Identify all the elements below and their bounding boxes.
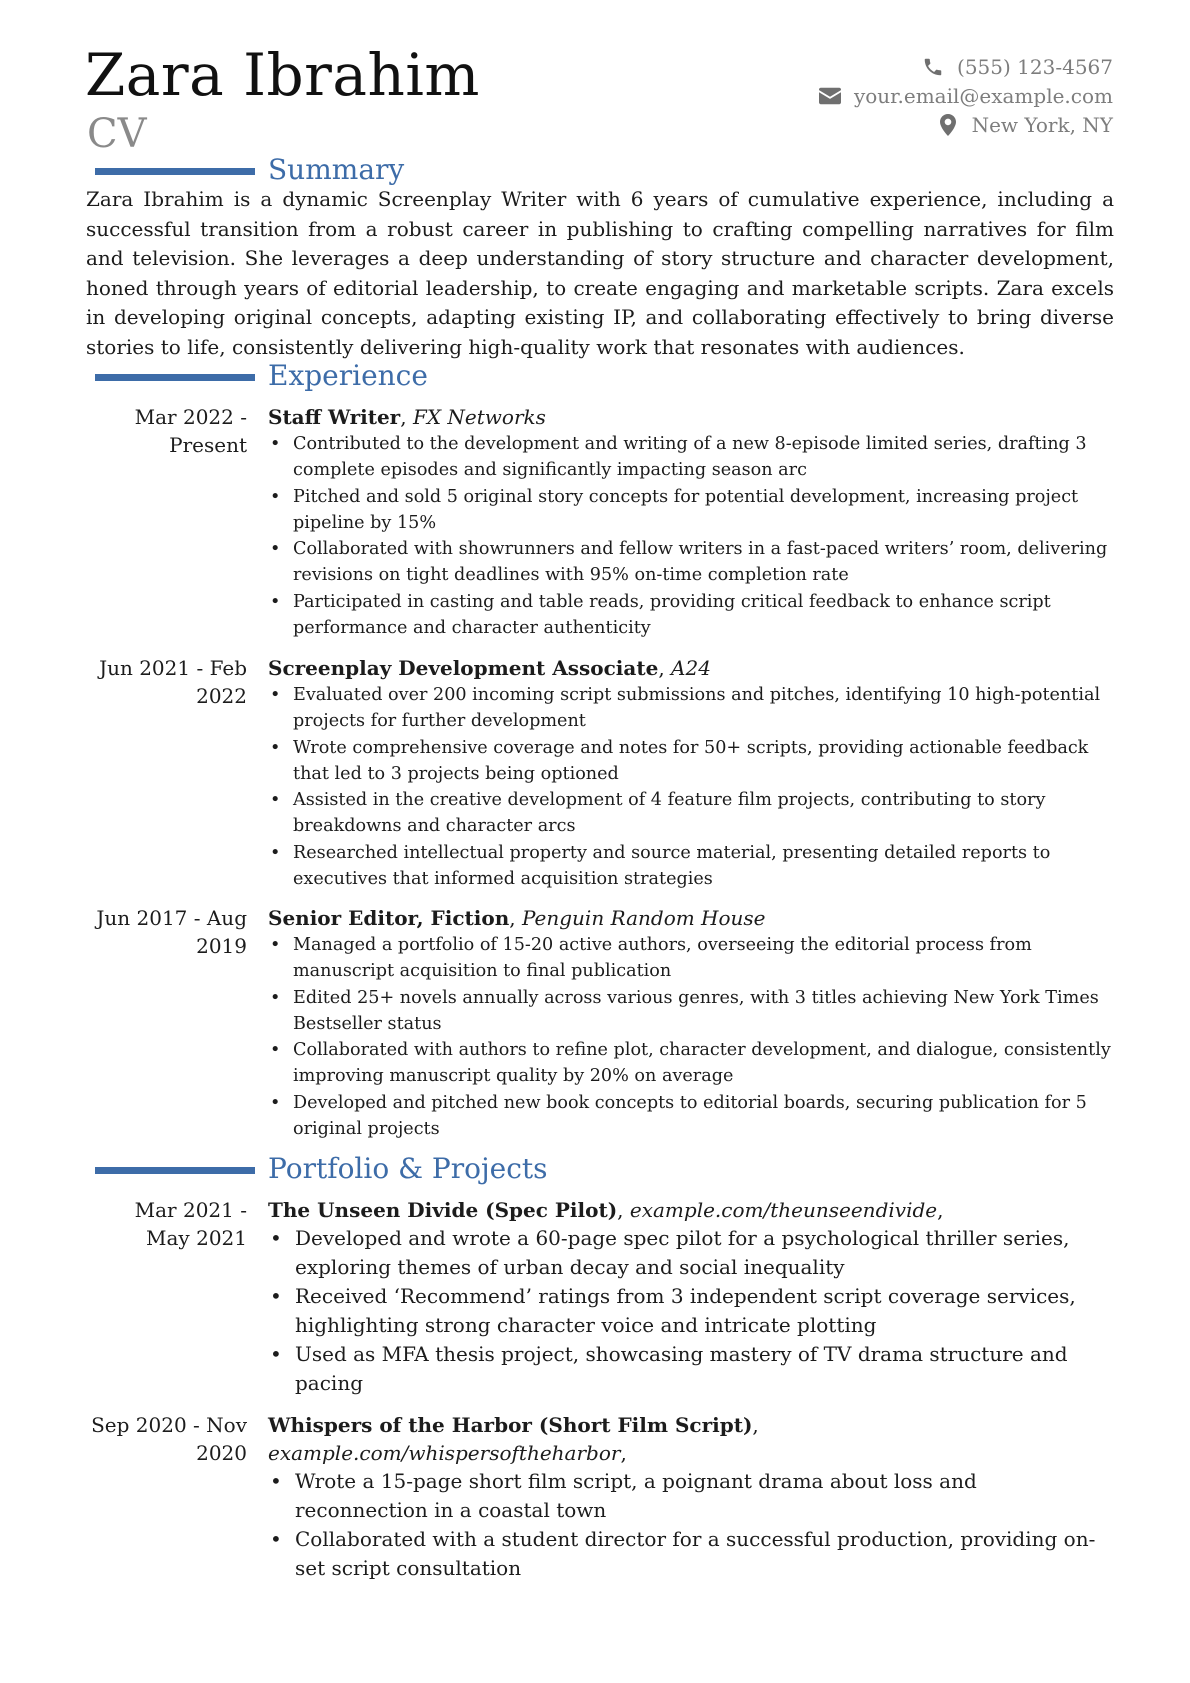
list-item: • Managed a portfolio of 15-20 active authors, overseeing the editorial process from manuscript acquisition to final publication — [268, 932, 1115, 985]
summary-text: Zara Ibrahim is a dynamic Screenplay Writer with 6 years of cumulative experience, including a successful transition from a robust career in publishing to crafting compelling narratives for film and television. She leverages a deep understanding of story structure and character development, honed through years of editorial leadership, to create engaging and marketable scripts. Zara excels in developing original concepts, adapting existing IP, and collaborating effectively to bring diverse stories to life, consistently delivering high-quality work that resonates with audiences. — [86, 187, 1114, 359]
list-item: • Pitched and sold 5 original story concepts for potential development, increasing project pipeline by 15% — [268, 484, 1115, 537]
contact-email — [713, 81, 1113, 110]
list-item: • Evaluated over 200 incoming script submissions and pitches, identifying 10 high-potential projects for further development — [268, 682, 1115, 735]
date-start: Sep 2020 - Nov — [91, 1413, 247, 1437]
list-item: • Wrote comprehensive coverage and notes for 50+ scripts, providing actionable feedback that led to 3 projects being optioned — [268, 735, 1115, 788]
envelope-icon — [818, 84, 842, 108]
summary-rule — [95, 168, 255, 175]
summary-heading: Summary — [268, 153, 405, 186]
entry-date — [80, 904, 247, 960]
date-end: Present — [169, 433, 247, 457]
list-item: • Assisted in the creative development of 4 feature film projects, contributing to story breakdowns and character arcs — [268, 787, 1115, 840]
experience-rule — [95, 374, 255, 381]
phone-number[interactable]: (555) 123-4567 — [957, 54, 1113, 79]
job-title: Senior Editor, Fiction — [268, 906, 510, 930]
achievement-list — [268, 1467, 1115, 1583]
entry-date — [80, 403, 247, 459]
list-item: • Edited 25+ novels annually across various genres, with 3 titles achieving New York Times Bestseller status — [268, 985, 1115, 1038]
entry-heading: Staff Writer, FX Networks — [268, 405, 546, 429]
date-start: Mar 2021 - — [134, 1198, 247, 1222]
job-title: Screenplay Development Associate — [268, 656, 659, 680]
date-start: Jun 2017 - Aug — [96, 906, 247, 930]
list-item: • Collaborated with authors to refine plot, character development, and dialogue, consistently improving manuscript quality by 20% on average — [268, 1037, 1115, 1090]
entry-heading: Whispers of the Harbor (Short Film Script), example.com/whispersoftheharbor, — [268, 1413, 759, 1465]
date-end: 2020 — [196, 1441, 247, 1465]
contact-location — [713, 110, 1113, 139]
list-item: • Researched intellectual property and source material, presenting detailed reports to executives that informed acquisition strategies — [268, 840, 1115, 893]
job-title: Staff Writer — [268, 405, 401, 429]
project-entry-unseen-divide — [80, 1196, 1115, 1398]
contact-phone — [713, 52, 1113, 81]
achievement-list — [268, 1224, 1115, 1398]
achievement-list — [268, 682, 1115, 892]
entry-heading: Screenplay Development Associate, A24 — [268, 656, 711, 680]
list-item: • Participated in casting and table reads, providing critical feedback to enhance script performance and character authenticity — [268, 589, 1115, 642]
date-end: May 2021 — [146, 1226, 247, 1250]
project-link[interactable]: example.com/theunseendivide — [629, 1198, 938, 1222]
projects-rule — [95, 1167, 255, 1174]
document-subtitle: CV — [87, 111, 147, 157]
project-name: Whispers of the Harbor (Short Film Script) — [268, 1413, 753, 1437]
achievement-list — [268, 932, 1115, 1142]
experience-entry-fx-networks — [80, 403, 1115, 641]
list-item: • Collaborated with showrunners and fellow writers in a fast-paced writers’ room, delivering revisions on tight deadlines with 95% on-time completion rate — [268, 536, 1115, 589]
entry-date — [80, 1411, 247, 1467]
list-item: • Developed and pitched new book concepts to editorial boards, securing publication for 5 original projects — [268, 1090, 1115, 1143]
list-item: • Contributed to the development and writing of a new 8-episode limited series, drafting 3 complete episodes and significantly impacting season arc — [268, 431, 1115, 484]
list-item: • Collaborated with a student director for a successful production, providing on-set script consultation — [268, 1525, 1115, 1583]
date-start: Jun 2021 - Feb — [99, 656, 247, 680]
employer: Penguin Random House — [521, 906, 766, 930]
map-pin-icon — [936, 113, 960, 137]
contact-block — [713, 52, 1113, 139]
entry-date — [80, 654, 247, 710]
employer: A24 — [671, 656, 711, 680]
list-item: • Used as MFA thesis project, showcasing mastery of TV drama structure and pacing — [268, 1340, 1115, 1398]
project-entry-whispers-harbor — [80, 1411, 1115, 1583]
project-link[interactable]: example.com/whispersoftheharbor — [268, 1441, 621, 1465]
location-text: New York, NY — [971, 112, 1113, 137]
candidate-name: Zara Ibrahim — [85, 41, 480, 109]
date-end: 2022 — [196, 684, 247, 708]
list-item: • Wrote a 15-page short film script, a poignant drama about loss and reconnection in a coastal town — [268, 1467, 1115, 1525]
list-item: • Developed and wrote a 60-page spec pilot for a psychological thriller series, exploring themes of urban decay and social inequality — [268, 1224, 1115, 1282]
entry-date — [80, 1196, 247, 1252]
experience-heading: Experience — [268, 359, 428, 392]
employer: FX Networks — [412, 405, 546, 429]
entry-heading: Senior Editor, Fiction, Penguin Random House — [268, 906, 766, 930]
achievement-list — [268, 431, 1115, 641]
experience-entry-a24 — [80, 654, 1115, 892]
list-item: • Received ‘Recommend’ ratings from 3 independent script coverage services, highlighting strong character voice and intricate plotting — [268, 1282, 1115, 1340]
date-end: 2019 — [196, 934, 247, 958]
entry-heading: The Unseen Divide (Spec Pilot), example.com/theunseendivide, — [268, 1198, 944, 1222]
date-start: Mar 2022 - — [134, 405, 247, 429]
email-address[interactable]: your.email@example.com — [853, 83, 1113, 108]
project-name: The Unseen Divide (Spec Pilot) — [268, 1198, 618, 1222]
phone-icon — [921, 55, 945, 79]
projects-heading: Portfolio & Projects — [268, 1152, 548, 1185]
experience-entry-penguin — [80, 904, 1115, 1142]
